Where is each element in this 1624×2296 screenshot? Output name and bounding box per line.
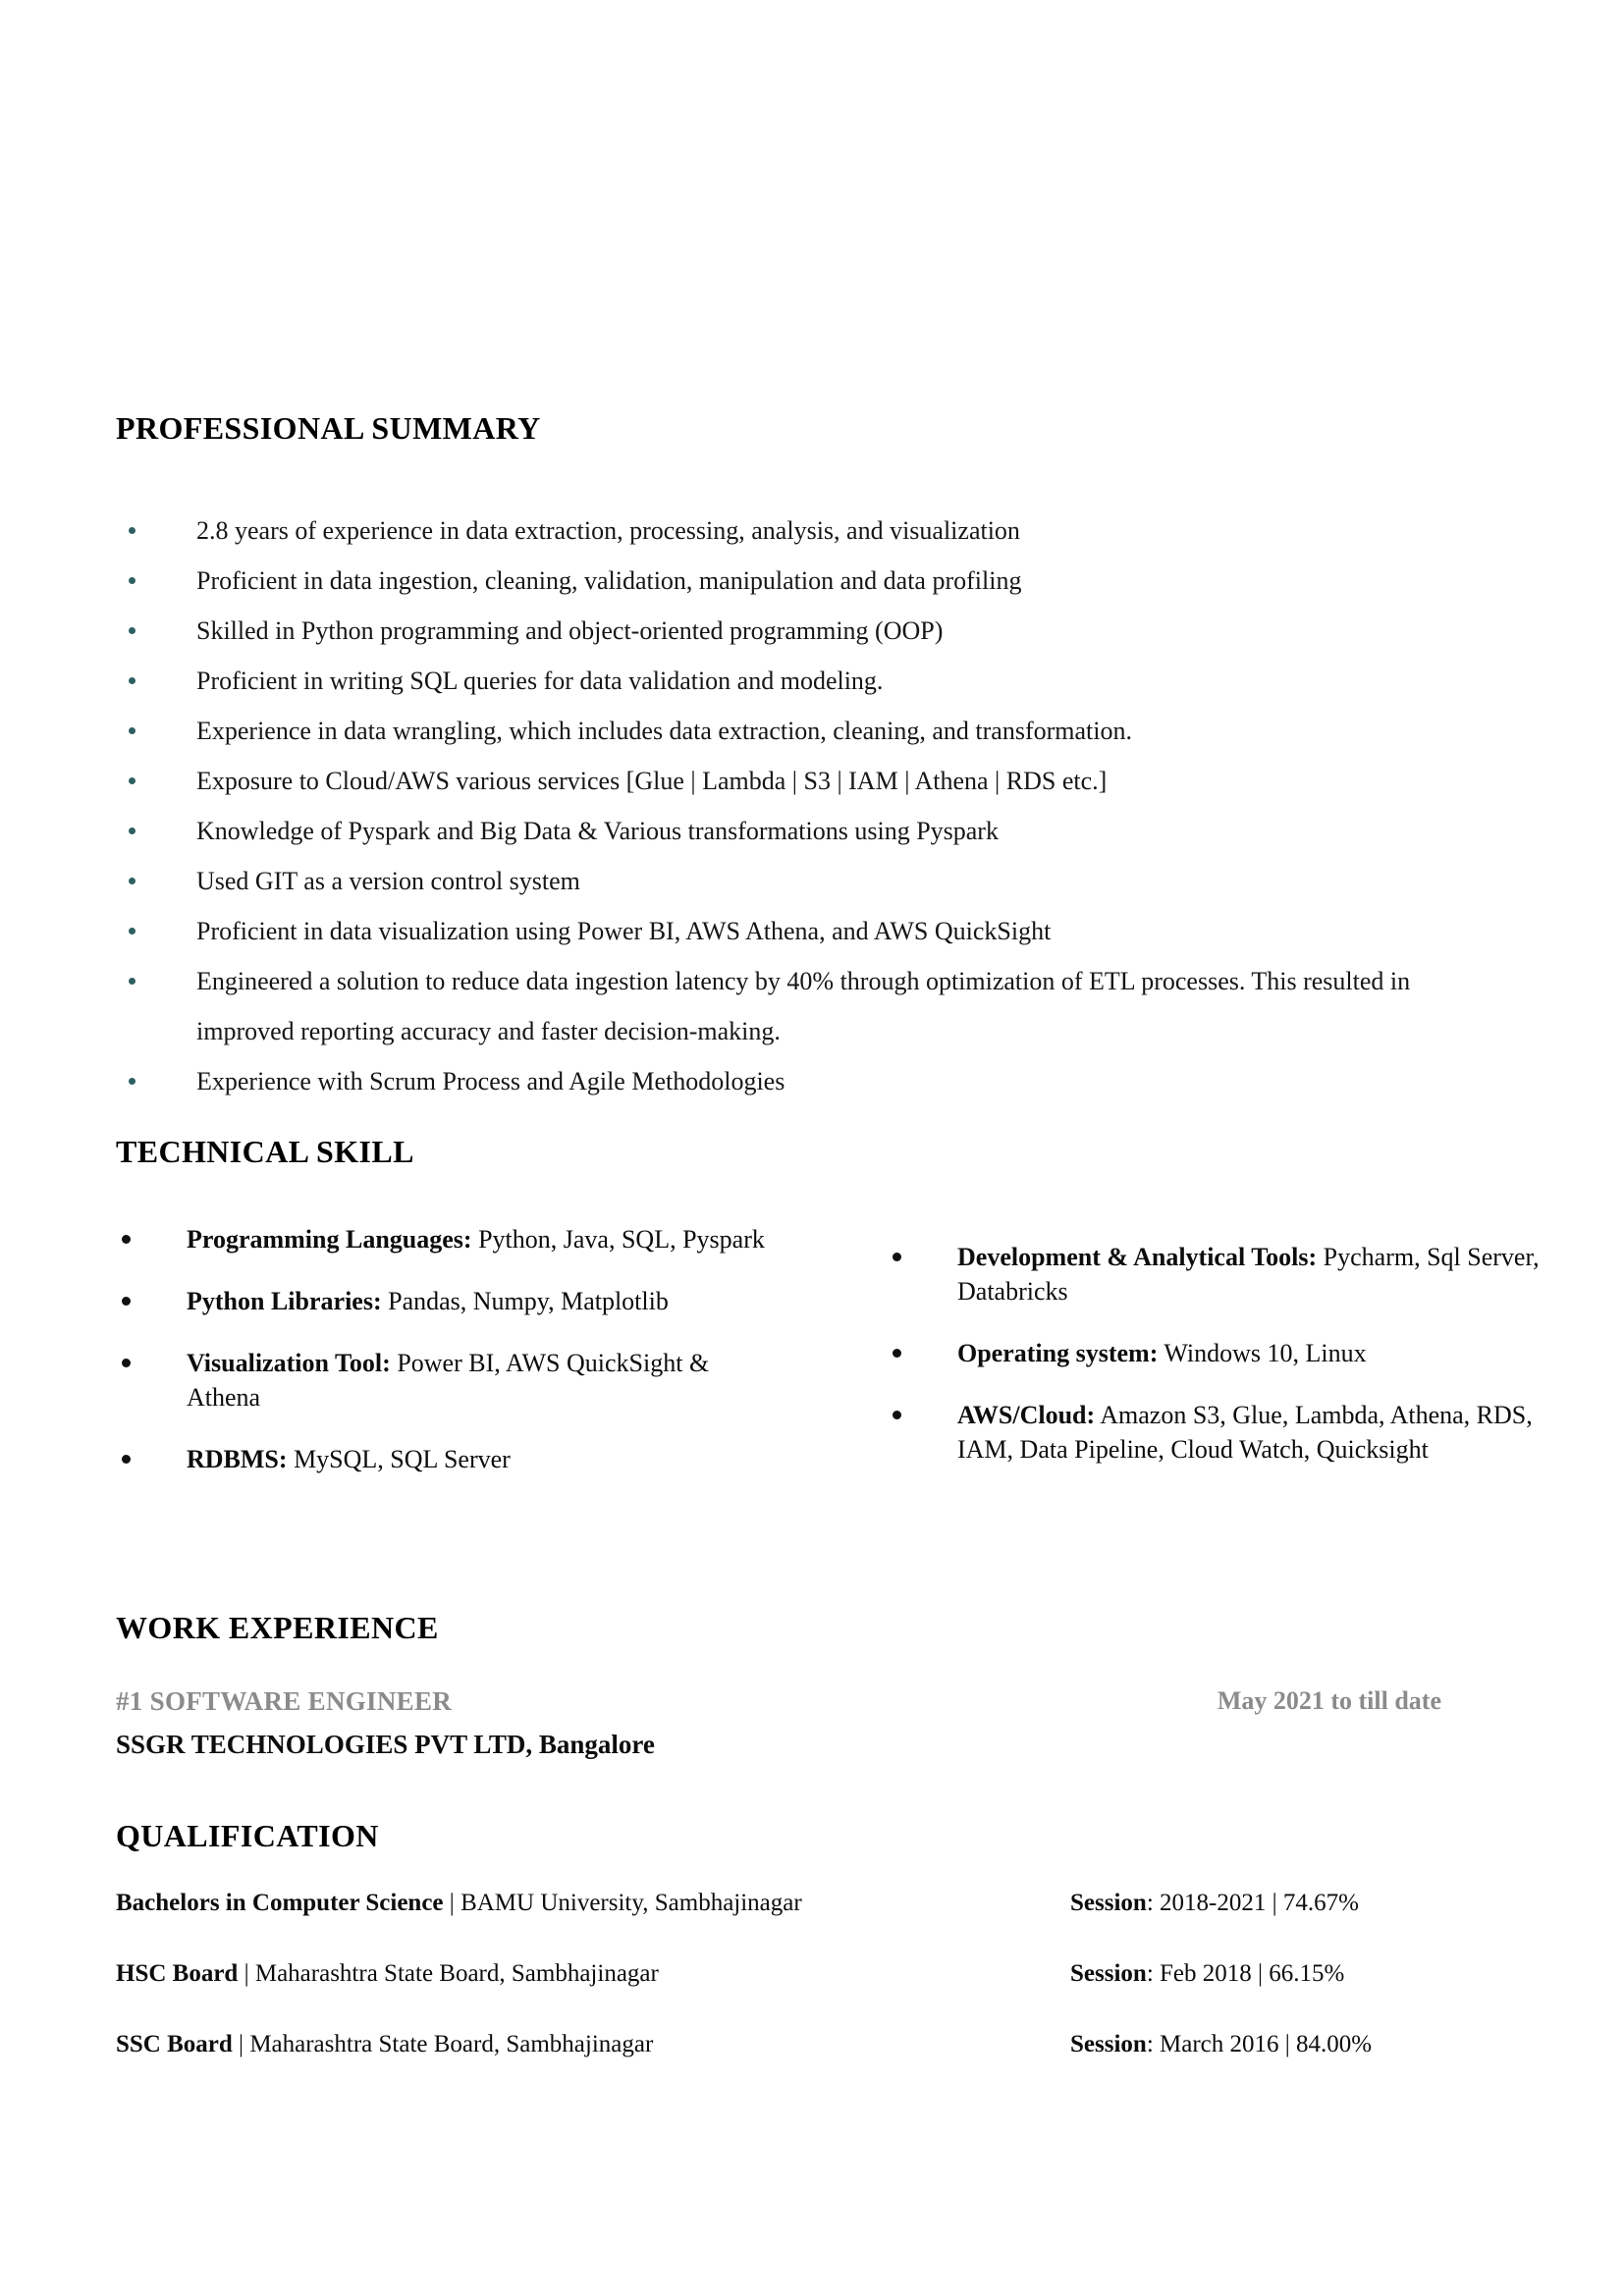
list-item <box>116 506 1490 556</box>
list-item <box>116 756 1490 806</box>
qualification-detail <box>116 1960 659 1988</box>
list-item-text: 2.8 years of experience in data extraction, processing, analysis, and visualization <box>196 516 1020 545</box>
list-item <box>116 956 1490 1056</box>
section-heading-qualification: QUALIFICATION <box>116 1818 379 1853</box>
list-item-text: Proficient in data ingestion, cleaning, validation, manipulation and data profiling <box>196 566 1022 595</box>
bullet-icon <box>129 928 135 934</box>
bullet-icon <box>893 1253 901 1261</box>
skill-label: Development & Analytical Tools: <box>957 1243 1318 1271</box>
qualification-separator: | <box>232 2031 250 2057</box>
list-item <box>116 556 1490 606</box>
list-item-text: Experience with Scrum Process and Agile Methodologies <box>196 1067 785 1095</box>
bullet-icon <box>129 727 135 734</box>
bullet-icon <box>129 878 135 884</box>
work-experience-entry <box>116 1686 1441 1759</box>
qualification-institution: Maharashtra State Board, Sambhajinagar <box>254 1960 659 1987</box>
job-title: #1 SOFTWARE ENGINEER <box>116 1686 453 1716</box>
qualification-institution: Maharashtra State Board, Sambhajinagar <box>249 2031 654 2057</box>
skill-item <box>879 1240 1556 1308</box>
list-item <box>116 606 1490 656</box>
skill-label: Programming Languages: <box>187 1225 472 1254</box>
qualification-row <box>116 2031 1441 2102</box>
bullet-icon <box>129 978 135 985</box>
list-item-text: Engineered a solution to reduce data ingestion latency by 40% through optimization of ETL processes. This resulted in improved reporting accuracy and faster decision-making. <box>196 967 1411 1045</box>
qualification-row <box>116 1890 1441 1960</box>
list-item-text: Experience in data wrangling, which includes data extraction, cleaning, and transformation. <box>196 717 1132 745</box>
qualification-degree: SSC Board <box>116 2031 233 2057</box>
list-item-text: Knowledge of Pyspark and Big Data & Various transformations using Pyspark <box>196 817 999 845</box>
bullet-icon <box>129 527 135 534</box>
skill-value: Python, Java, SQL, Pyspark <box>478 1225 765 1254</box>
skill-label: RDBMS: <box>187 1445 288 1473</box>
qualification-degree: HSC Board <box>116 1960 239 1987</box>
list-item <box>116 906 1490 956</box>
skill-item <box>879 1336 1556 1370</box>
qualification-separator: | <box>238 1960 255 1987</box>
list-item <box>116 1056 1490 1106</box>
skill-item <box>108 1442 776 1476</box>
session-value: : 2018-2021 | 74.67% <box>1146 1890 1359 1916</box>
skill-value: Windows 10, Linux <box>1164 1339 1367 1367</box>
skill-label: AWS/Cloud: <box>957 1401 1096 1429</box>
list-item-text: Proficient in data visualization using Power BI, AWS Athena, and AWS QuickSight <box>196 917 1052 945</box>
section-heading-professional-summary: PROFESSIONAL SUMMARY <box>116 410 541 446</box>
job-date-range: May 2021 to till date <box>1217 1686 1441 1715</box>
skill-value: Pandas, Numpy, Matplotlib <box>388 1287 669 1315</box>
bullet-icon <box>129 1078 135 1085</box>
list-item-text: Skilled in Python programming and object-oriented programming (OOP) <box>196 616 944 645</box>
skill-item <box>108 1222 776 1256</box>
bullet-icon <box>122 1359 131 1367</box>
list-item <box>116 856 1490 906</box>
qualification-institution: BAMU University, Sambhajinagar <box>460 1890 802 1916</box>
professional-summary-list <box>116 506 1490 1106</box>
skill-value: Power BI, AWS QuickSight & Athena <box>187 1349 710 1412</box>
qualification-detail <box>116 2031 653 2058</box>
bullet-icon <box>129 677 135 684</box>
qualification-row <box>116 1960 1441 2031</box>
list-item <box>116 806 1490 856</box>
skill-item <box>108 1284 776 1318</box>
session-value: : March 2016 | 84.00% <box>1146 2031 1373 2057</box>
qualification-session <box>1070 1960 1344 1988</box>
qualification-detail <box>116 1890 802 1917</box>
bullet-icon <box>122 1455 131 1464</box>
qualification-list <box>116 1890 1441 2102</box>
skill-label: Visualization Tool: <box>187 1349 391 1377</box>
session-value: : Feb 2018 | 66.15% <box>1146 1960 1345 1987</box>
bullet-icon <box>129 627 135 634</box>
qualification-session <box>1070 2031 1372 2058</box>
skill-value: MySQL, SQL Server <box>294 1445 511 1473</box>
skill-item <box>879 1398 1556 1467</box>
list-item-text: Exposure to Cloud/AWS various services [Glue | Lambda | S3 | IAM | Athena | RDS etc.] <box>196 767 1108 795</box>
technical-skill-left-column <box>108 1222 776 1504</box>
section-heading-work-experience: WORK EXPERIENCE <box>116 1610 439 1645</box>
list-item <box>116 706 1490 756</box>
work-experience-title-row <box>116 1686 1441 1730</box>
skill-value: Amazon S3, Glue, Lambda, Athena, RDS, IAM, Data Pipeline, Cloud Watch, Quicksight <box>957 1401 1533 1464</box>
skill-label: Operating system: <box>957 1339 1159 1367</box>
skill-value: Pycharm, Sql Server, Databricks <box>957 1243 1540 1306</box>
bullet-icon <box>893 1411 901 1419</box>
bullet-icon <box>129 777 135 784</box>
session-label: Session <box>1070 1890 1147 1916</box>
bullet-icon <box>122 1297 131 1306</box>
technical-skill-right-column <box>879 1240 1556 1494</box>
bullet-icon <box>129 577 135 584</box>
list-item-text: Proficient in writing SQL queries for data validation and modeling. <box>196 667 884 695</box>
list-item <box>116 656 1490 706</box>
qualification-degree: Bachelors in Computer Science <box>116 1890 444 1916</box>
technical-skill-columns <box>0 1222 1624 1566</box>
skill-item <box>108 1346 776 1415</box>
session-label: Session <box>1070 2031 1147 2057</box>
bullet-icon <box>122 1235 131 1244</box>
section-heading-technical-skill: TECHNICAL SKILL <box>116 1134 414 1169</box>
session-label: Session <box>1070 1960 1147 1987</box>
bullet-icon <box>129 828 135 834</box>
qualification-separator: | <box>443 1890 461 1916</box>
bullet-icon <box>893 1349 901 1358</box>
skill-label: Python Libraries: <box>187 1287 382 1315</box>
list-item-text: Used GIT as a version control system <box>196 867 580 895</box>
qualification-session <box>1070 1890 1359 1917</box>
company-name: SSGR TECHNOLOGIES PVT LTD, Bangalore <box>116 1730 655 1759</box>
